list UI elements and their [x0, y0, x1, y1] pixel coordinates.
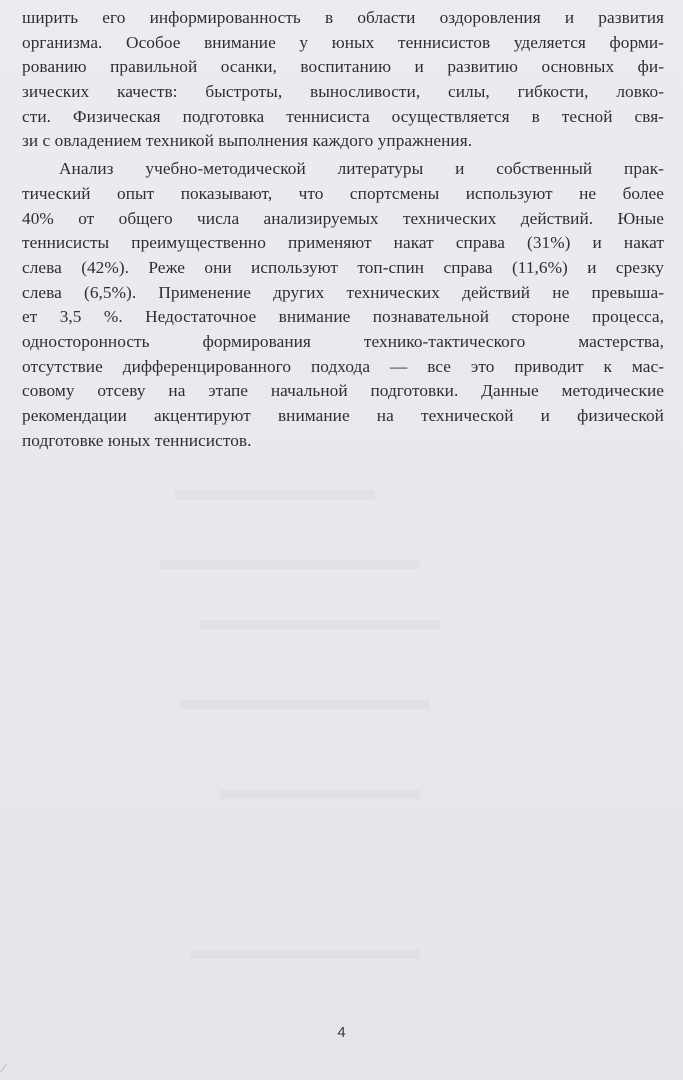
text-line: совому отсеву на этапе начальной подготовки. Данные методические [22, 381, 664, 401]
show-through-mark [175, 490, 375, 500]
text-line: рекомендации акцентируют внимание на технической и физической [22, 406, 664, 425]
paragraph-2 [22, 157, 664, 453]
text-line: ширить его информированность в области оздоровления и развития [22, 8, 664, 27]
text-line: односторонность формирования технико-тактического мастерства, [22, 331, 664, 351]
text-line: слева (6,5%). Применение других технических действий не превыша- [22, 282, 664, 302]
text-line: зи с овладением техникой выполнения каждого упражнения. [22, 131, 473, 151]
text-line: организма. Особое внимание у юных теннисистов уделяется форми- [22, 32, 664, 52]
text-line: тический опыт показывают, что спортсмены используют не более [22, 183, 664, 203]
corner-mark [0, 1064, 15, 1079]
text-line: сти. Физическая подготовка теннисиста осуществляется в тесной свя- [22, 106, 664, 126]
text-line: теннисисты преимущественно применяют накат справа (31%) и накат [22, 233, 664, 253]
text-line: Анализ учебно-методической литературы и собственный прак- [59, 159, 664, 179]
text-line: подготовке юных теннисистов. [22, 430, 252, 450]
show-through-mark [220, 790, 420, 799]
show-through-mark [190, 950, 420, 959]
show-through-mark [160, 560, 420, 569]
text-line: 40% от общего числа анализируемых технических действий. Юные [22, 208, 664, 228]
text-line: ет 3,5 %. Недостаточное внимание познавательной стороне процесса, [22, 307, 664, 327]
body-text [22, 6, 664, 453]
show-through-mark [180, 700, 430, 709]
text-line: рованию правильной осанки, воспитанию и развитию основных фи- [22, 57, 664, 77]
show-through-mark [200, 620, 440, 629]
text-line: зических качеств: быстроты, выносливости, силы, гибкости, ловко- [22, 82, 664, 102]
page-number: 4 [337, 1024, 346, 1041]
text-line: отсутствие дифференцированного подхода — все это приводит к мас- [22, 356, 664, 376]
text-line: слева (42%). Реже они используют топ-спин справа (11,6%) и срезку [22, 257, 664, 277]
paragraph-1 [22, 6, 664, 154]
